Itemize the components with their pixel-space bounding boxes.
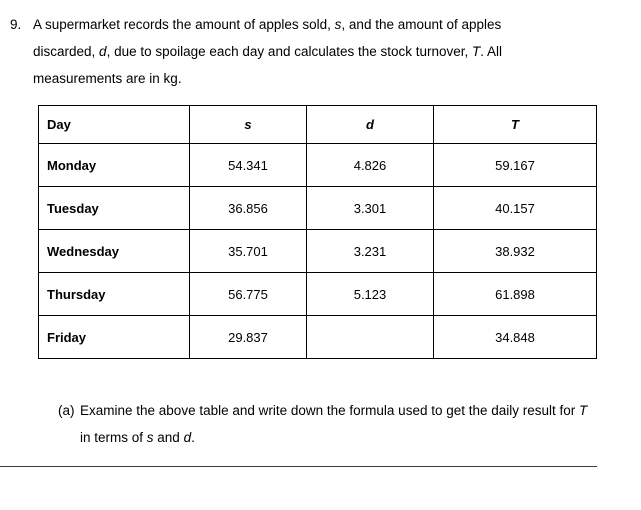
stock-turnover-table [38, 105, 597, 359]
question-text-part: A supermarket records the amount of apples sold, [33, 17, 335, 32]
part-a-text [80, 397, 592, 451]
table-row [39, 230, 597, 273]
col-header-d: d [307, 106, 434, 144]
table-row [39, 273, 597, 316]
cell-s: 56.775 [190, 273, 307, 316]
cell-day: Friday [39, 316, 190, 359]
table-row [39, 187, 597, 230]
part-a-text-part: and [153, 430, 184, 445]
part-a-text-part: Examine the above table and write down the formula used to get the daily result for [80, 403, 580, 418]
part-a-text-part: in terms of [80, 430, 147, 445]
table-header-row [39, 106, 597, 144]
col-header-s: s [190, 106, 307, 144]
col-header-t: T [434, 106, 597, 144]
answer-line [0, 466, 597, 467]
variable-s: s [334, 17, 342, 32]
cell-t: 61.898 [434, 273, 597, 316]
part-a-label: (a) [58, 403, 75, 418]
part-a-text-part: . [191, 430, 195, 445]
cell-t: 38.932 [434, 230, 597, 273]
variable-d: d [99, 44, 107, 59]
cell-d: 3.301 [307, 187, 434, 230]
question-block [0, 0, 641, 92]
table-row [39, 144, 597, 187]
variable-d: d [183, 430, 192, 445]
question-text-part: , and the amount of apples discarded, [33, 17, 502, 59]
cell-s: 54.341 [190, 144, 307, 187]
cell-s: 29.837 [190, 316, 307, 359]
variable-s: s [146, 430, 154, 445]
cell-day: Thursday [39, 273, 190, 316]
variable-t: T [579, 403, 588, 418]
cell-t: 40.157 [434, 187, 597, 230]
cell-t: 34.848 [434, 316, 597, 359]
cell-day: Wednesday [39, 230, 190, 273]
cell-d [307, 316, 434, 359]
variable-t: T [472, 44, 481, 59]
cell-d: 5.123 [307, 273, 434, 316]
cell-s: 35.701 [190, 230, 307, 273]
table-row [39, 316, 597, 359]
cell-day: Tuesday [39, 187, 190, 230]
question-text-part: . All measurements are in kg. [33, 44, 503, 86]
col-header-day: Day [39, 106, 190, 144]
part-a-block [58, 397, 641, 451]
cell-t: 59.167 [434, 144, 597, 187]
cell-d: 3.231 [307, 230, 434, 273]
question-number: 9. [10, 17, 22, 32]
cell-d: 4.826 [307, 144, 434, 187]
cell-day: Monday [39, 144, 190, 187]
question-text [33, 11, 553, 92]
question-text-part: , due to spoilage each day and calculates the stock turnover, [106, 44, 473, 59]
cell-s: 36.856 [190, 187, 307, 230]
